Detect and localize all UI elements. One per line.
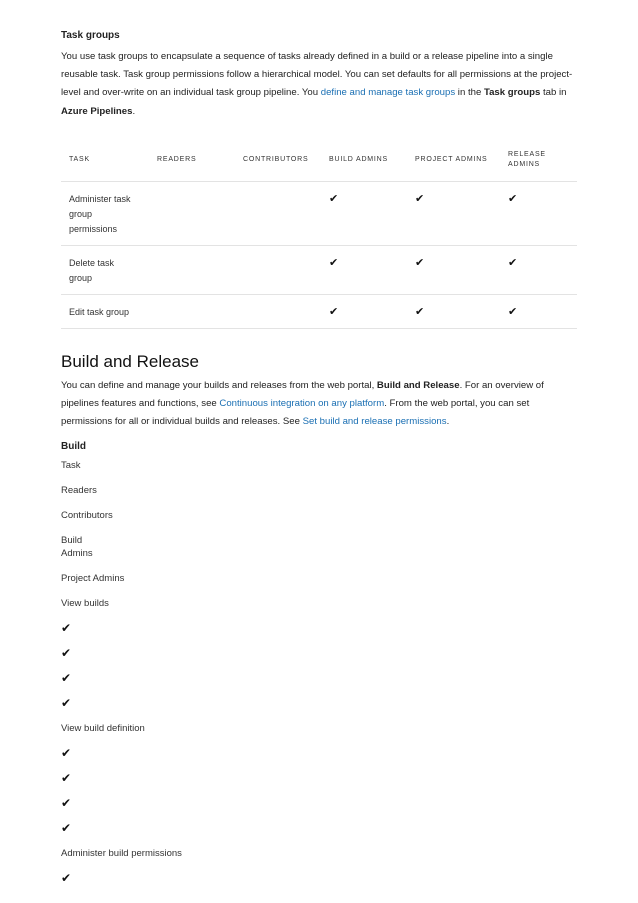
check-icon: ✔ bbox=[61, 771, 72, 786]
header-contributors: CONTRIBUTORS bbox=[235, 139, 321, 182]
intro-mid2: tab in bbox=[540, 87, 567, 99]
define-task-groups-link[interactable]: define and manage task groups bbox=[320, 87, 456, 99]
permission-cell bbox=[321, 294, 407, 328]
permission-cell bbox=[407, 294, 500, 328]
intro-bold-task-groups: Task groups bbox=[483, 87, 541, 99]
table-row bbox=[61, 181, 577, 245]
br-bold-build-release: Build and Release bbox=[376, 379, 460, 391]
permission-cell bbox=[149, 294, 235, 328]
intro-text: You use task groups to encapsulate a sequence of tasks already defined in a build or a release pipeline into a single reusable task. Task group permissions follow a hierarchical model. You can set defaults for all permissions at the project-level and over-write on an individual task group pipeline. You bbox=[61, 51, 573, 99]
header-release-admins: RELEASE ADMINS bbox=[500, 139, 577, 182]
build-col-project-admins: Project Admins bbox=[61, 573, 125, 585]
intro-end: . bbox=[132, 105, 136, 117]
check-icon: ✔ bbox=[61, 671, 72, 686]
header-task: TASK bbox=[61, 139, 149, 182]
task-cell: Administer task group permissions bbox=[61, 181, 149, 245]
table-header-row bbox=[61, 139, 577, 182]
table-row bbox=[61, 245, 577, 294]
task-groups-title: Task groups bbox=[61, 30, 120, 41]
permission-cell bbox=[321, 181, 407, 245]
intro-bold-azure-pipelines: Azure Pipelines bbox=[61, 105, 133, 117]
check-icon: ✔ bbox=[61, 796, 72, 811]
permission-cell bbox=[235, 181, 321, 245]
table-body bbox=[61, 181, 577, 328]
administer-build-permissions-label: Administer build permissions bbox=[61, 848, 182, 860]
build-col-task: Task bbox=[61, 460, 81, 472]
intro-mid: in the bbox=[455, 87, 484, 99]
build-col-readers: Readers bbox=[61, 485, 97, 497]
header-build-admins: BUILD ADMINS bbox=[321, 139, 407, 182]
check-icon: ✔ bbox=[415, 192, 425, 205]
build-release-intro bbox=[61, 377, 581, 432]
permission-cell bbox=[500, 181, 577, 245]
permission-cell bbox=[149, 245, 235, 294]
permission-cell bbox=[235, 245, 321, 294]
check-icon: ✔ bbox=[415, 256, 425, 269]
permission-cell bbox=[407, 245, 500, 294]
check-icon: ✔ bbox=[508, 305, 518, 318]
br-text-1: You can define and manage your builds and releases from the web portal, bbox=[61, 379, 377, 391]
check-icon: ✔ bbox=[508, 256, 518, 269]
permission-cell bbox=[407, 181, 500, 245]
build-col-build-admins bbox=[61, 534, 581, 560]
check-icon: ✔ bbox=[415, 305, 425, 318]
check-icon: ✔ bbox=[61, 646, 72, 661]
check-icon: ✔ bbox=[61, 821, 72, 836]
check-icon: ✔ bbox=[61, 696, 72, 711]
task-cell: Edit task group bbox=[61, 294, 149, 328]
task-group-permissions-table bbox=[61, 139, 577, 329]
permission-cell bbox=[500, 294, 577, 328]
ci-any-platform-link[interactable]: Continuous integration on any platform bbox=[219, 398, 385, 410]
content bbox=[61, 28, 581, 885]
task-groups-intro bbox=[61, 48, 581, 121]
set-build-release-permissions-link[interactable]: Set build and release permissions bbox=[302, 416, 447, 428]
view-builds-label: View builds bbox=[61, 598, 109, 610]
check-icon: ✔ bbox=[508, 192, 518, 205]
build-col-contributors: Contributors bbox=[61, 510, 113, 522]
build-release-heading: Build and Release bbox=[61, 351, 199, 371]
check-icon: ✔ bbox=[329, 256, 339, 269]
br-text-4: . bbox=[446, 416, 450, 428]
check-icon: ✔ bbox=[61, 871, 72, 886]
header-project-admins: PROJECT ADMINS bbox=[407, 139, 500, 182]
permission-cell bbox=[500, 245, 577, 294]
br-text-3: . From the web portal, you can set permissions for all or individual builds and releases. See bbox=[61, 398, 530, 428]
check-icon: ✔ bbox=[329, 305, 339, 318]
build-heading: Build bbox=[61, 441, 86, 453]
permission-cell bbox=[321, 245, 407, 294]
build-col-build: Build bbox=[61, 535, 83, 547]
check-icon: ✔ bbox=[329, 192, 339, 205]
task-cell: Delete task group bbox=[61, 245, 149, 294]
build-col-admins: Admins bbox=[61, 548, 93, 560]
br-text-2: . For an overview of pipelines features and functions, see bbox=[61, 379, 544, 410]
view-build-definition-label: View build definition bbox=[61, 723, 145, 735]
permission-cell bbox=[149, 181, 235, 245]
header-readers: READERS bbox=[149, 139, 235, 182]
check-icon: ✔ bbox=[61, 746, 72, 761]
permission-cell bbox=[235, 294, 321, 328]
check-icon: ✔ bbox=[61, 621, 72, 636]
table-row bbox=[61, 294, 577, 328]
